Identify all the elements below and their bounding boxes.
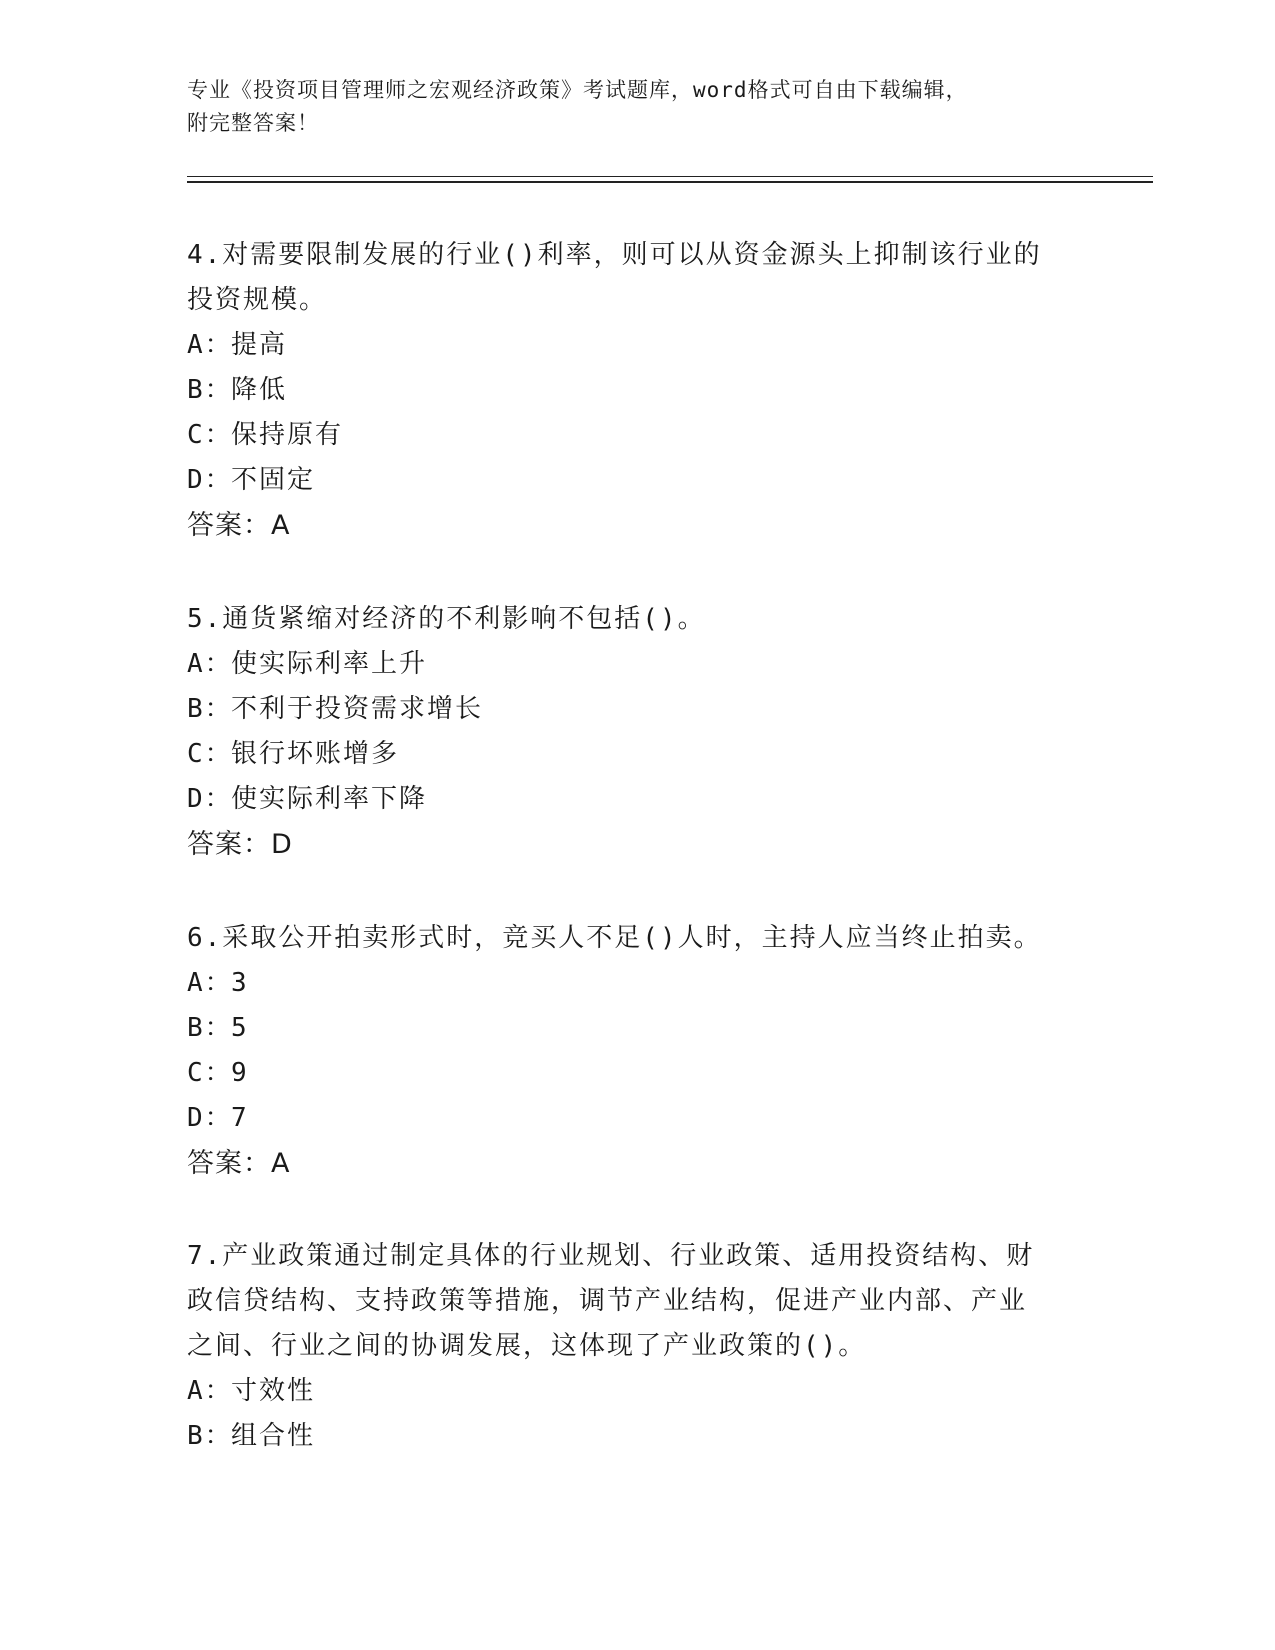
answer-line: 答案：A: [187, 510, 291, 541]
answer-line: 答案：D: [187, 829, 293, 860]
option-text: 银行坏账增多: [231, 739, 400, 769]
question-text-line: 投资规模。: [187, 285, 328, 315]
option-a: [187, 961, 1067, 1006]
question-text-line: 7.产业政策通过制定具体的行业规划、行业政策、适用投资结构、财: [187, 1241, 1035, 1271]
option-letter: A：: [187, 649, 233, 679]
option-letter: A：: [187, 330, 233, 360]
option-b: [187, 1414, 1067, 1459]
question-text-line: 政信贷结构、支持政策等措施，调节产业结构，促进产业内部、产业: [187, 1286, 1028, 1316]
document-header: [187, 74, 1067, 140]
option-letter: D：: [187, 784, 233, 814]
option-text: 使实际利率上升: [231, 649, 428, 679]
option-text: 5: [231, 1013, 249, 1043]
option-d: [187, 1096, 1067, 1141]
option-letter: A：: [187, 968, 233, 998]
option-d: [187, 458, 1067, 503]
option-text: 9: [231, 1058, 249, 1088]
option-letter: C：: [187, 420, 233, 450]
option-a: [187, 1369, 1067, 1414]
option-text: 保持原有: [231, 420, 344, 450]
option-letter: C：: [187, 739, 233, 769]
option-letter: C：: [187, 1058, 233, 1088]
header-line-2: 附完整答案！: [187, 111, 319, 135]
option-letter: B：: [187, 1421, 233, 1451]
option-text: 3: [231, 968, 249, 998]
option-text: 不利于投资需求增长: [231, 694, 484, 724]
answer-line: 答案：A: [187, 1148, 291, 1179]
option-text: 降低: [231, 375, 288, 405]
option-letter: D：: [187, 1103, 233, 1133]
option-text: 寸效性: [231, 1376, 316, 1406]
header-divider-thin: [187, 176, 1153, 177]
option-letter: B：: [187, 694, 233, 724]
question-text-line: 6.采取公开拍卖形式时，竞买人不足()人时，主持人应当终止拍卖。: [187, 923, 1042, 953]
option-c: [187, 1051, 1067, 1096]
question-5: [187, 597, 1067, 867]
option-letter: D：: [187, 465, 233, 495]
option-b: [187, 368, 1067, 413]
question-7: [187, 1234, 1067, 1459]
option-text: 7: [231, 1103, 249, 1133]
option-text: 提高: [231, 330, 288, 360]
option-b: [187, 1006, 1067, 1051]
option-letter: A：: [187, 1376, 233, 1406]
option-c: [187, 732, 1067, 777]
option-a: [187, 642, 1067, 687]
option-d: [187, 777, 1067, 822]
header-line-1: 专业《投资项目管理师之宏观经济政策》考试题库，word格式可自由下载编辑，: [187, 78, 968, 102]
option-text: 使实际利率下降: [231, 784, 428, 814]
question-text-line: 4.对需要限制发展的行业()利率，则可以从资金源头上抑制该行业的: [187, 240, 1042, 270]
question-6: [187, 916, 1067, 1186]
question-4: [187, 233, 1067, 548]
question-text-line: 5.通货紧缩对经济的不利影响不包括()。: [187, 604, 706, 634]
option-letter: B：: [187, 1013, 233, 1043]
question-text-line: 之间、行业之间的协调发展，这体现了产业政策的()。: [187, 1331, 867, 1361]
option-text: 不固定: [231, 465, 316, 495]
option-c: [187, 413, 1067, 458]
option-text: 组合性: [231, 1421, 316, 1451]
option-b: [187, 687, 1067, 732]
option-a: [187, 323, 1067, 368]
option-letter: B：: [187, 375, 233, 405]
header-divider-thick: [187, 181, 1153, 183]
